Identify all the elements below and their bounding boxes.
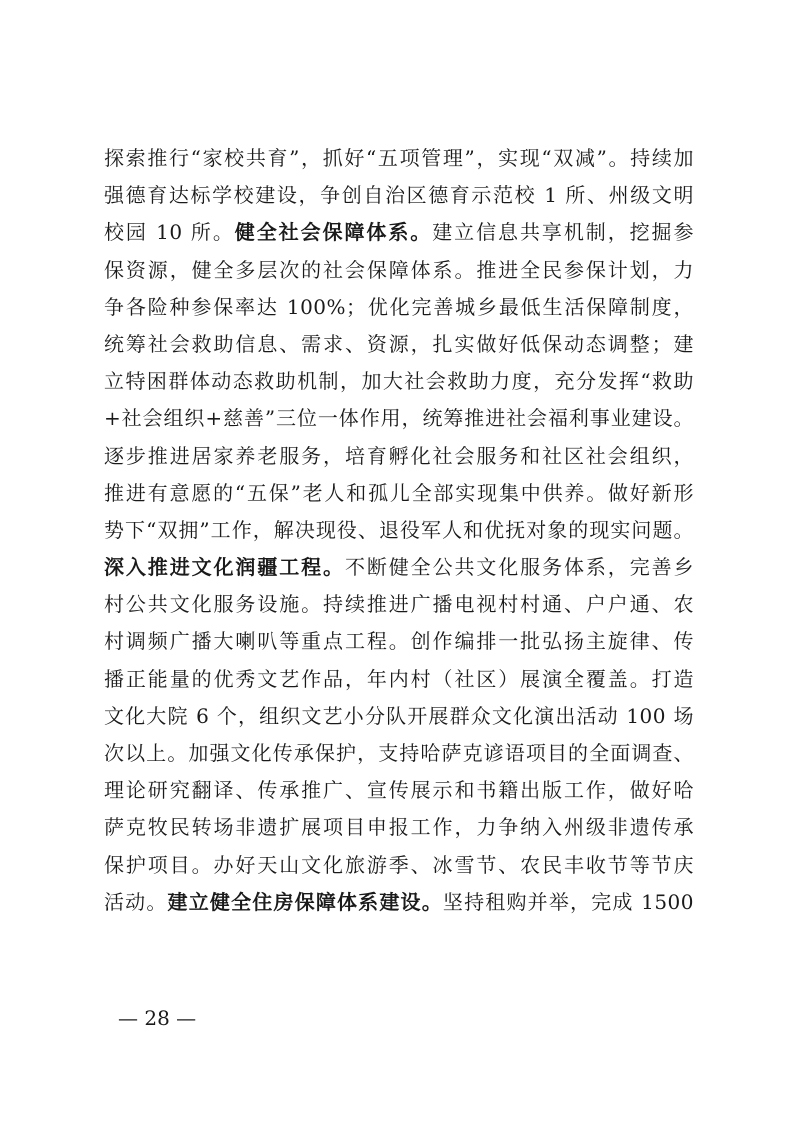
text-line [104,735,694,772]
text-segment: 理论研究翻译、传承推广、宣传展示和书籍出版工作，做好哈 [104,778,694,803]
text-line [104,847,694,884]
text-line [104,512,694,549]
text-segment: 探索推行“家校共育”，抓好“五项管理”，实现“双减”。持续加 [104,146,694,170]
text-segment: 文化大院 6 个，组织文艺小分队开展群众文化演出活动 100 场 [104,703,694,728]
text-segment: 次以上。加强文化传承保护，支持哈萨克谚语项目的全面调查、 [104,741,694,765]
text-segment: 立特困群体动态救助机制，加大社会救助力度，充分发挥“救助 [104,369,694,394]
text-line [104,549,694,586]
bold-heading-text: 健全社会保障体系。 [234,220,433,245]
text-segment: 保资源，健全多层次的社会保障体系。推进全民参保计划，力 [104,257,694,282]
text-line [104,809,694,846]
text-segment: 统筹社会救助信息、需求、资源，扎实做好低保动态调整；建 [104,331,694,356]
text-line [104,884,694,921]
text-line [104,438,694,475]
bold-heading-text: 深入推进文化润疆工程。 [104,555,345,580]
text-line [104,289,694,326]
text-segment: 活动。 [104,889,168,914]
text-segment: 村公共文化服务设施。持续推进广播电视村村通、户户通、农 [104,592,694,617]
text-line [104,623,694,660]
body-text [104,140,694,921]
text-line [104,363,694,400]
text-segment: 逐步推进居家养老服务，培育孵化社会服务和社区社会组织， [104,443,694,468]
text-segment: 建立信息共享机制，挖掘参 [432,220,694,245]
text-line [104,475,694,512]
text-line [104,772,694,809]
text-line [104,661,694,698]
text-segment: 势下“双拥”工作，解决现役、退役军人和优抚对象的现实问题。 [104,517,694,542]
text-segment: +社会组织+慈善”三位一体作用，统筹推进社会福利事业建设。 [104,406,694,431]
text-line [104,177,694,214]
text-segment: 校园 10 所。 [104,220,235,245]
text-line [104,252,694,289]
text-line [104,400,694,437]
text-segment: 不断健全公共文化服务体系，完善乡 [344,555,695,580]
text-segment: 萨克牧民转场非遗扩展项目申报工作，力争纳入州级非遗传承 [104,815,694,840]
text-line [104,140,694,177]
text-line [104,214,694,251]
bold-heading-text: 建立健全住房保障体系建设。 [167,889,443,914]
page-number: — 28 — [118,1006,197,1030]
text-line [104,326,694,363]
text-segment: 村调频广播大喇叭等重点工程。创作编排一批弘扬主旋律、传 [104,629,694,654]
text-segment: 坚持租购并举，完成 1500 [442,889,694,914]
text-line [104,698,694,735]
text-segment: 强德育达标学校建设，争创自治区德育示范校 1 所、州级文明 [104,183,694,208]
text-segment: 推进有意愿的“五保”老人和孤儿全部实现集中供养。做好新形 [104,480,694,505]
text-line [104,586,694,623]
text-segment: 播正能量的优秀文艺作品，年内村（社区）展演全覆盖。打造 [104,666,694,691]
text-segment: 保护项目。办好天山文化旅游季、冰雪节、农民丰收节等节庆 [104,852,694,877]
text-segment: 争各险种参保率达 100%；优化完善城乡最低生活保障制度， [104,294,694,319]
